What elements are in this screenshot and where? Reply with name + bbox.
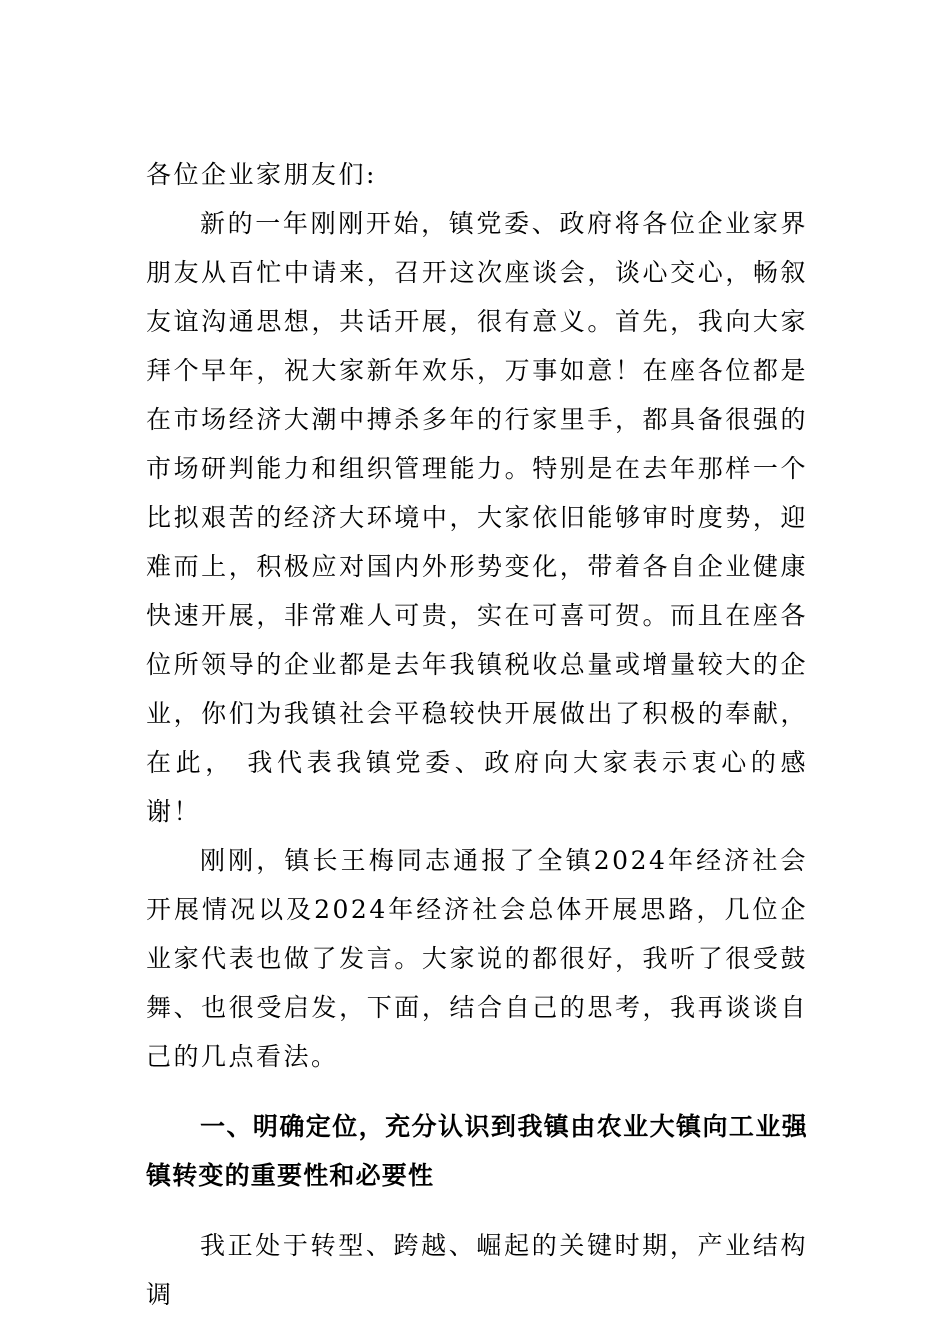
- paragraph-review: 刚刚，镇长王梅同志通报了全镇2024年经济社会开展情况以及2024年经济社会总体开展思路，几位企业家代表也做了发言。大家说的都很好，我听了很受鼓舞、也很受启发，下面，结合自己的思考，我再谈谈自己的几点看法。: [146, 846, 808, 1071]
- paragraph-section-start: 我正处于转型、跨越、崛起的关键时期，产业结构调: [146, 1231, 808, 1309]
- document-body: [146, 150, 808, 1319]
- salutation: 各位企业家朋友们:: [146, 160, 377, 189]
- section-heading: 一、明确定位，充分认识到我镇由农业大镇向工业强镇转变的重要性和必要性: [146, 1112, 808, 1190]
- paragraph-opening: 新的一年刚刚开始，镇党委、政府将各位企业家界朋友从百忙中请来，召开这次座谈会，谈心交心，畅叙友谊沟通思想，共话开展，很有意义。首先，我向大家拜个早年，祝大家新年欢乐，万事如意！在座各位都是在市场经济大潮中搏杀多年的行家里手，都具备很强的市场研判能力和组织管理能力。特别是在去年那样一个比拟艰苦的经济大环境中，大家依旧能够审时度势，迎难而上，积极应对国内外形势变化，带着各自企业健康快速开展，非常难人可贵，实在可喜可贺。而且在座各位所领导的企业都是去年我镇税收总量或增量较大的企业，你们为我镇社会平稳较快开展做出了积极的奉献，在此， 我代表我镇党委、政府向大家表示衷心的感谢！: [146, 209, 808, 826]
